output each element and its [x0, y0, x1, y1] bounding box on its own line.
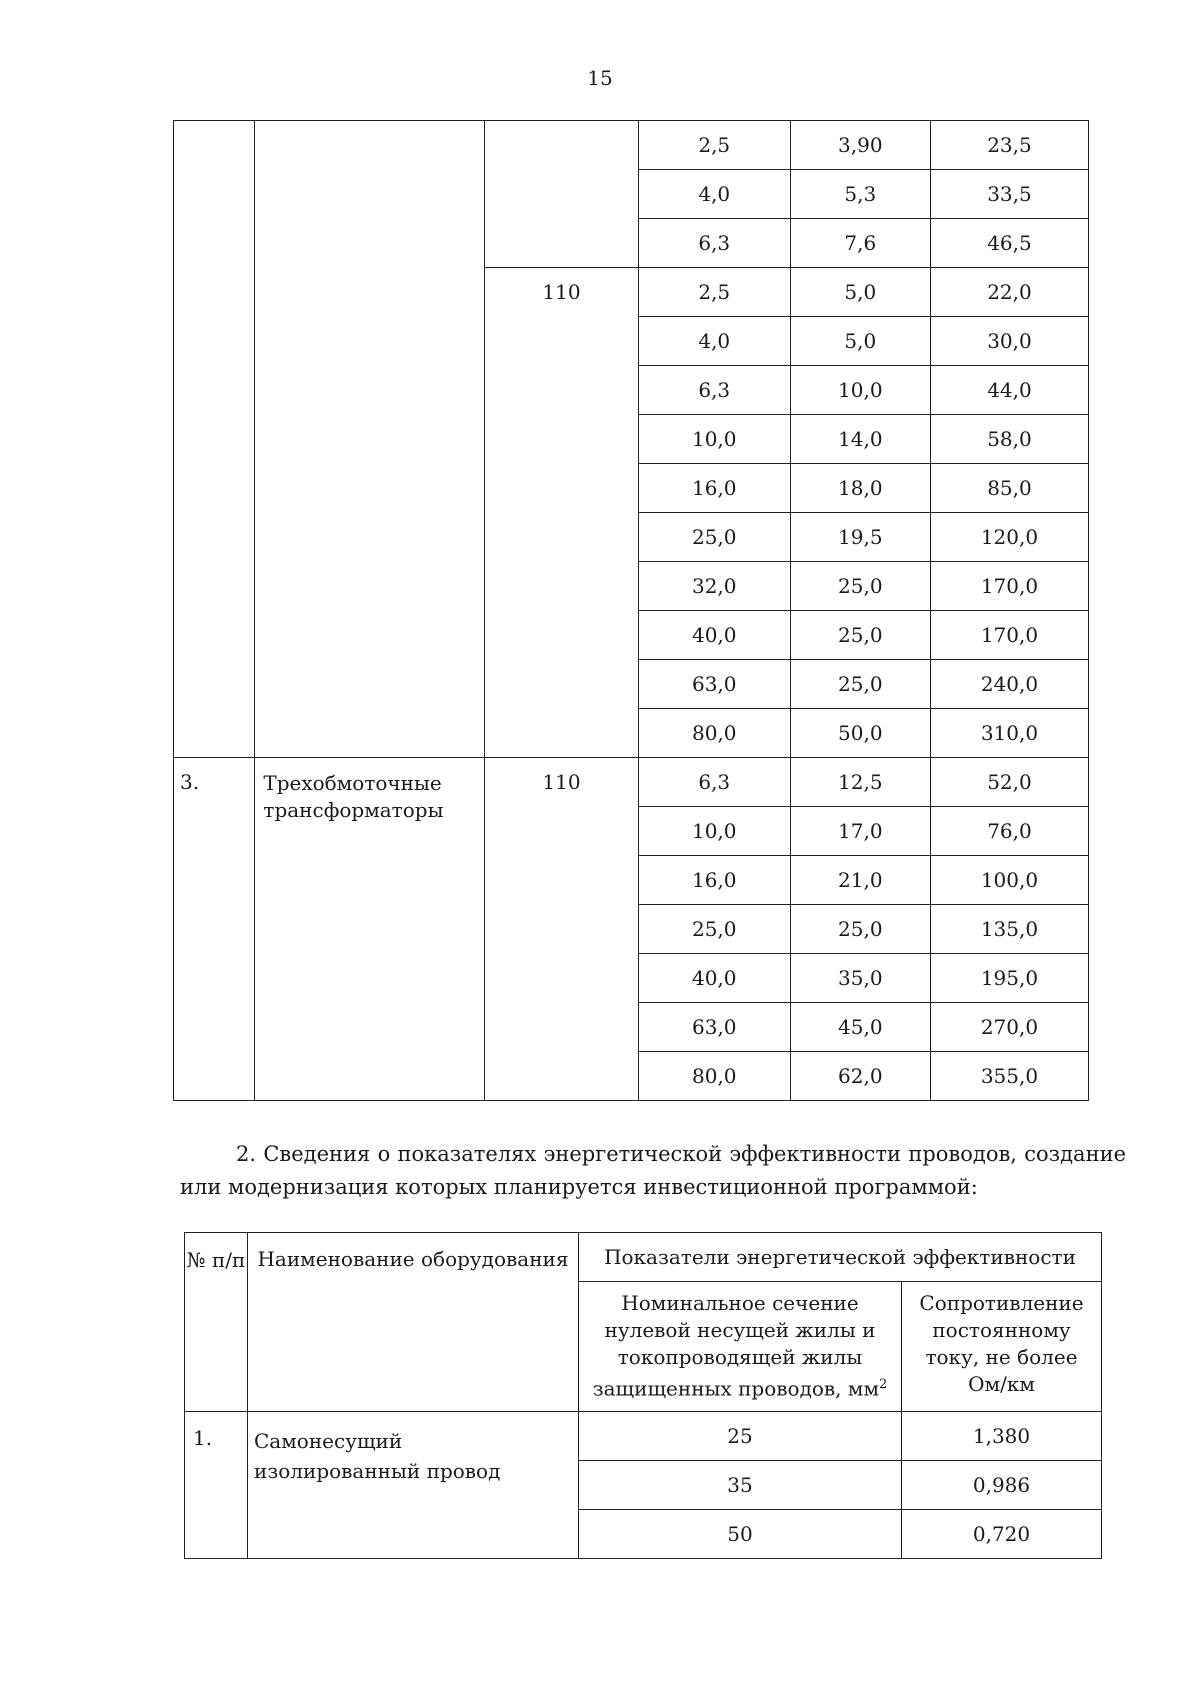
- table-cell: 355,0: [930, 1052, 1088, 1101]
- table-cell: 18,0: [790, 464, 930, 513]
- table-cell: 45,0: [790, 1003, 930, 1052]
- table-cell: 25,0: [790, 611, 930, 660]
- header-equipment-name: Наименование оборудования: [248, 1233, 579, 1412]
- table-cell: 25,0: [638, 905, 790, 954]
- table-cell: 14,0: [790, 415, 930, 464]
- table-cell: 44,0: [930, 366, 1088, 415]
- table-cell: 120,0: [930, 513, 1088, 562]
- number-cell: 3.: [174, 758, 255, 1101]
- table-row: [174, 758, 1089, 807]
- table-cell: 17,0: [790, 807, 930, 856]
- table-cell: 240,0: [930, 660, 1088, 709]
- table-cell: 2,5: [638, 268, 790, 317]
- header-cross-section: [579, 1282, 902, 1412]
- table-cell: 10,0: [790, 366, 930, 415]
- table-cell: 80,0: [638, 709, 790, 758]
- header-resistance: Сопротивление постоянному току, не более Ом/км: [902, 1282, 1102, 1412]
- table-cell: 5,0: [790, 317, 930, 366]
- table-row: [185, 1411, 1102, 1460]
- table-cell: 40,0: [638, 954, 790, 1003]
- table-cell: 310,0: [930, 709, 1088, 758]
- table-cell: 6,3: [638, 366, 790, 415]
- transformers-table: [173, 120, 1089, 1101]
- table-cell: 0,986: [902, 1460, 1102, 1509]
- table-cell: 7,6: [790, 219, 930, 268]
- table-cell: 16,0: [638, 464, 790, 513]
- table-cell: 4,0: [638, 170, 790, 219]
- table-cell: 25,0: [790, 905, 930, 954]
- table-cell: 21,0: [790, 856, 930, 905]
- table-cell: 22,0: [930, 268, 1088, 317]
- table-cell: 35,0: [790, 954, 930, 1003]
- section-2-paragraph: 2. Сведения о показателях энергетической эффективности проводов, создание или модернизация которых планируется инвестиционной программой:: [180, 1142, 1126, 1199]
- table-cell: 62,0: [790, 1052, 930, 1101]
- table-cell: 30,0: [930, 317, 1088, 366]
- voltage-cell: [485, 121, 639, 268]
- page-number: 15: [587, 66, 613, 90]
- voltage-cell: 110: [485, 268, 639, 758]
- table-cell: 170,0: [930, 562, 1088, 611]
- table-cell: 58,0: [930, 415, 1088, 464]
- table-cell: 25: [579, 1411, 902, 1460]
- header-cross-section-text: Номинальное сечение нулевой несущей жилы и токопроводящей жилы защищенных проводов, мм: [592, 1291, 880, 1401]
- table-cell: 195,0: [930, 954, 1088, 1003]
- table-cell: 10,0: [638, 807, 790, 856]
- table-cell: 16,0: [638, 856, 790, 905]
- table-cell: 6,3: [638, 758, 790, 807]
- table-cell: 19,5: [790, 513, 930, 562]
- table-cell: 63,0: [638, 660, 790, 709]
- table-cell: 4,0: [638, 317, 790, 366]
- header-cross-section-sup: 2: [879, 1377, 888, 1392]
- name-cell: Трехобмоточные трансформаторы: [255, 758, 485, 1101]
- table-cell: 1,380: [902, 1411, 1102, 1460]
- table-cell: 80,0: [638, 1052, 790, 1101]
- table-cell: 10,0: [638, 415, 790, 464]
- table-cell: 5,3: [790, 170, 930, 219]
- table-cell: 135,0: [930, 905, 1088, 954]
- header-efficiency-group: Показатели энергетической эффективности: [579, 1233, 1102, 1282]
- table-cell: 33,5: [930, 170, 1088, 219]
- table-cell: 25,0: [790, 562, 930, 611]
- table-row: [174, 121, 1089, 170]
- number-cell: [174, 121, 255, 758]
- table-cell: 85,0: [930, 464, 1088, 513]
- name-cell: [255, 121, 485, 758]
- table-cell: 23,5: [930, 121, 1088, 170]
- wires-table: [184, 1232, 1102, 1559]
- table-cell: 40,0: [638, 611, 790, 660]
- table-cell: 35: [579, 1460, 902, 1509]
- table-cell: 50: [579, 1509, 902, 1558]
- table-cell: 63,0: [638, 1003, 790, 1052]
- table-cell: 2,5: [638, 121, 790, 170]
- table-cell: 100,0: [930, 856, 1088, 905]
- table-cell: 32,0: [638, 562, 790, 611]
- header-number: № п/п: [185, 1233, 248, 1412]
- table-cell: 46,5: [930, 219, 1088, 268]
- table-cell: 6,3: [638, 219, 790, 268]
- table-cell: 25,0: [790, 660, 930, 709]
- table-cell: 52,0: [930, 758, 1088, 807]
- table-cell: 50,0: [790, 709, 930, 758]
- row-equipment-name: Самонесущий изолированный провод: [248, 1411, 579, 1558]
- table-cell: 3,90: [790, 121, 930, 170]
- table-cell: 5,0: [790, 268, 930, 317]
- table-cell: 76,0: [930, 807, 1088, 856]
- table-header-row: [185, 1233, 1102, 1282]
- table-cell: 25,0: [638, 513, 790, 562]
- table-cell: 12,5: [790, 758, 930, 807]
- table-cell: 0,720: [902, 1509, 1102, 1558]
- table-cell: 170,0: [930, 611, 1088, 660]
- row-number: 1.: [185, 1411, 248, 1558]
- voltage-cell: 110: [485, 758, 639, 1101]
- table-cell: 270,0: [930, 1003, 1088, 1052]
